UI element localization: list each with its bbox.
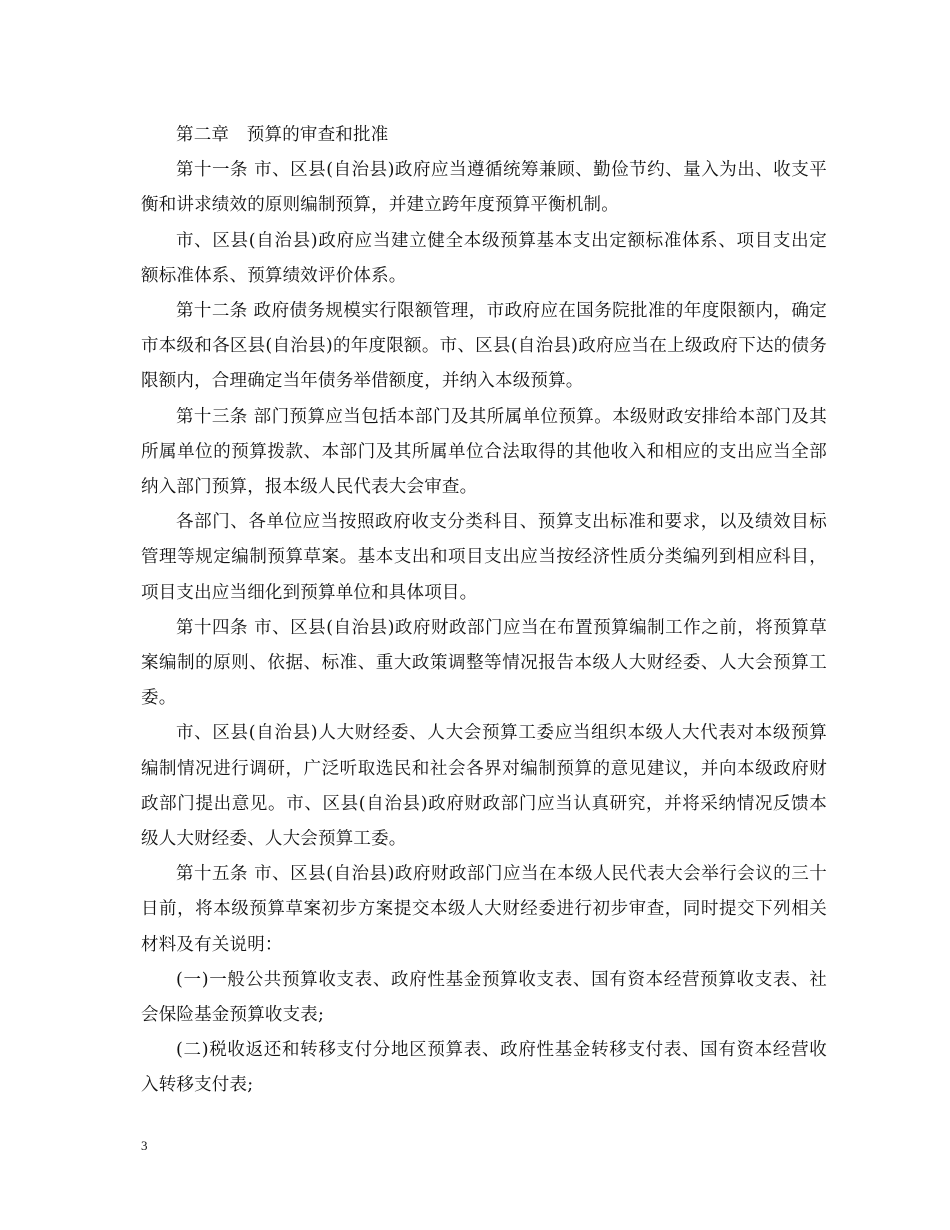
article-12: 第十二条 政府债务规模实行限额管理，市政府应在国务院批准的年度限额内，确定市本级和各区县(自治县)的年度限额。市、区县(自治县)政府应当在上级政府下达的债务限额内，合理确定当年债务举借额度，并纳入本级预算。 (141, 301, 827, 392)
article-13-paragraph-2: 各部门、各单位应当按照政府收支分类科目、预算支出标准和要求，以及绩效目标管理等规定编制预算草案。基本支出和项目支出应当按经济性质分类编列到相应科目，项目支出应当细化到预算单位和具体项目。 (141, 512, 827, 603)
article-15-item-2: (二)税收返还和转移支付分地区预算表、政府性基金转移支付表、国有资本经营收入转移支付表; (141, 1040, 827, 1096)
article-14: 第十四条 市、区县(自治县)政府财政部门应当在布置预算编制工作之前，将预算草案编制的原则、依据、标准、重大政策调整等情况报告本级人大财经委、人大会预算工委。 (141, 617, 827, 709)
document-body (141, 118, 827, 1104)
article-15-item-1: (一)一般公共预算收支表、政府性基金预算收支表、国有资本经营预算收支表、社会保险基金预算收支表; (141, 969, 827, 1026)
article-15: 第十五条 市、区县(自治县)政府财政部门应当在本级人民代表大会举行会议的三十日前，将本级预算草案初步方案提交本级人大财经委进行初步审查，同时提交下列相关材料及有关说明： (141, 864, 827, 955)
article-11: 第十一条 市、区县(自治县)政府应当遵循统筹兼顾、勤俭节约、量入为出、收支平衡和讲求绩效的原则编制预算，并建立跨年度预算平衡机制。 (141, 160, 827, 216)
article-14-paragraph-2: 市、区县(自治县)人大财经委、人大会预算工委应当组织本级人大代表对本级预算编制情况进行调研，广泛听取选民和社会各界对编制预算的意见建议，并向本级政府财政部门提出意见。市、区县(自治县)政府财政部门应当认真研究，并将采纳情况反馈本级人大财经委、人大会预算工委。 (141, 723, 827, 850)
article-11-paragraph-2: 市、区县(自治县)政府应当建立健全本级预算基本支出定额标准体系、项目支出定额标准体系、预算绩效评价体系。 (141, 230, 827, 286)
page-number: 3 (141, 1138, 148, 1153)
article-13: 第十三条 部门预算应当包括本部门及其所属单位预算。本级财政安排给本部门及其所属单位的预算拨款、本部门及其所属单位合法取得的其他收入和相应的支出应当全部纳入部门预算，报本级人民代表大会审查。 (141, 406, 827, 498)
chapter-heading: 第二章 预算的审查和批准 (176, 125, 389, 145)
